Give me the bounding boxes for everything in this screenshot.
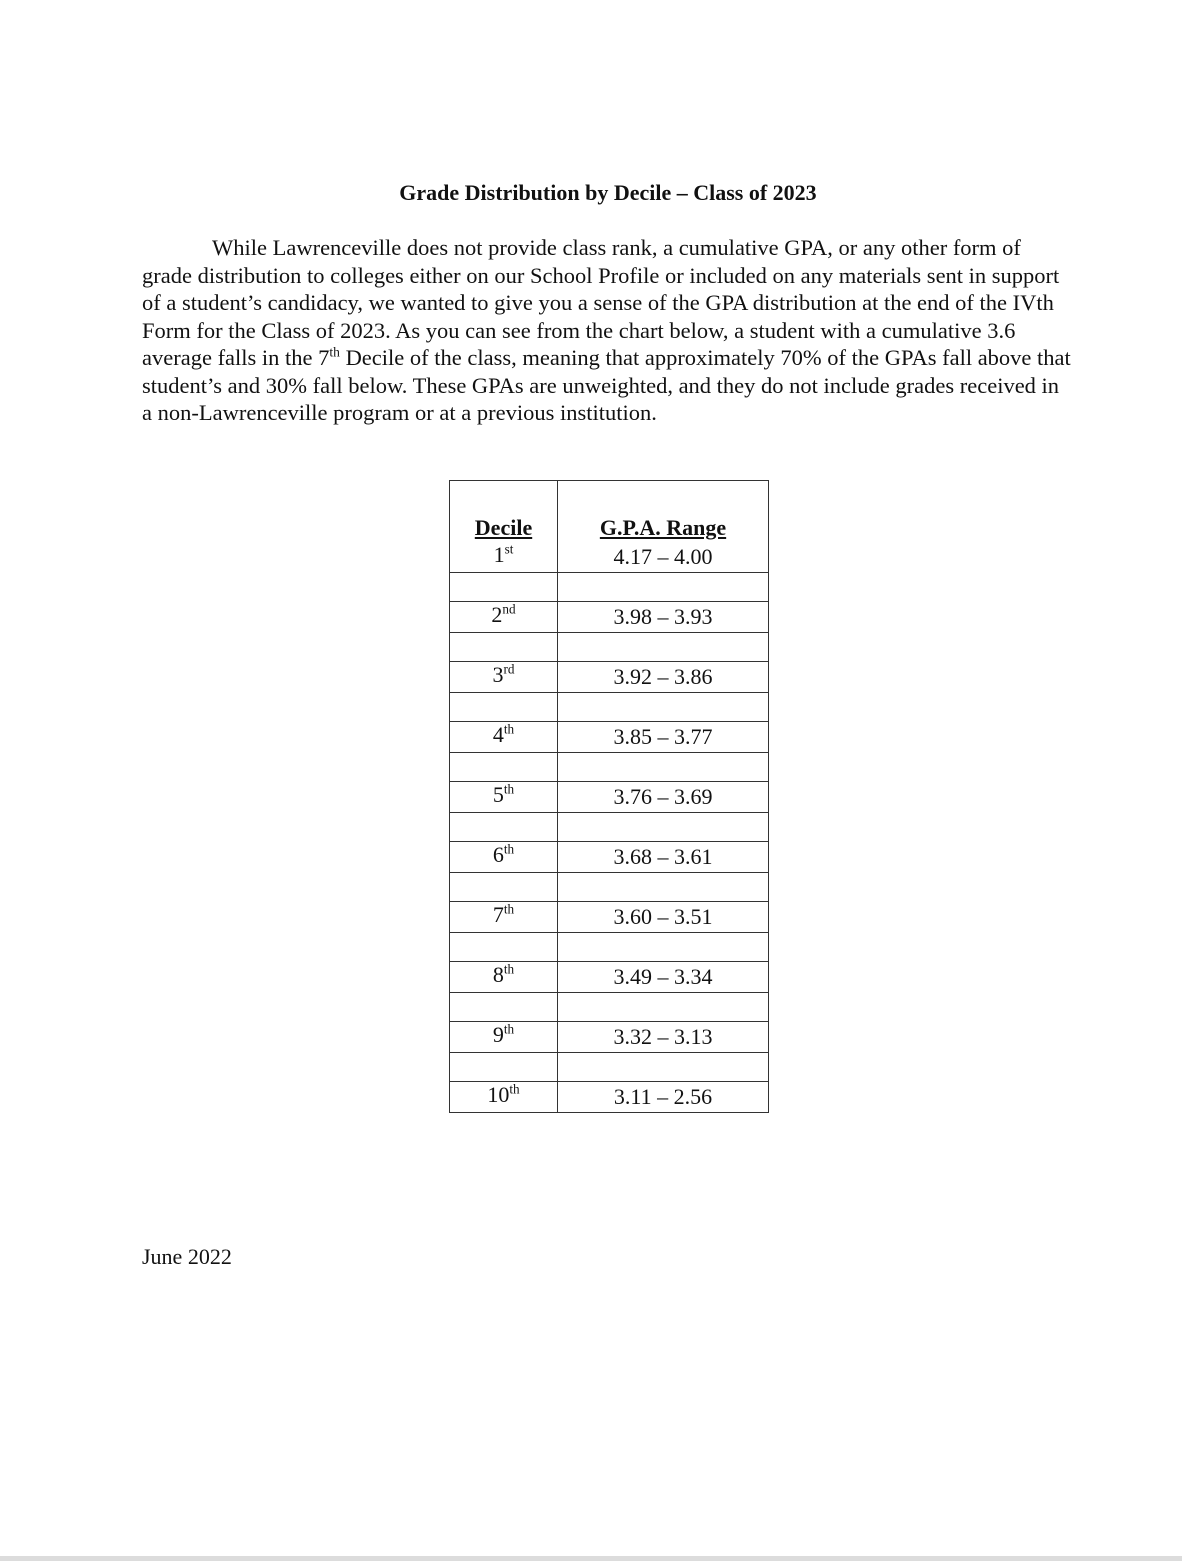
intro-paragraph — [142, 234, 1072, 427]
table-row — [450, 722, 769, 753]
decile-number: 3 — [492, 662, 504, 687]
table-row — [450, 782, 769, 813]
intro-superscript: th — [329, 344, 340, 360]
empty-cell — [558, 753, 769, 782]
table-row — [450, 542, 769, 573]
page-bottom-edge — [0, 1556, 1182, 1561]
decile-suffix: th — [503, 781, 515, 797]
table-row — [450, 902, 769, 933]
intro-text-part2: Decile of the class, meaning that approximately 70% of the GPAs fall above that student’s and 30% fall below. These GPAs are unweighted, and they do not include grades received in a non-Lawrenceville program or at a previous institution. — [142, 345, 1071, 425]
decile-cell — [450, 1082, 558, 1113]
decile-number: 5 — [492, 782, 504, 807]
table-row — [450, 602, 769, 633]
table-spacer-row — [450, 633, 769, 662]
decile-cell — [450, 542, 558, 573]
table-row — [450, 662, 769, 693]
gpa-range-cell: 3.68 – 3.61 — [558, 842, 769, 873]
table-spacer-row — [450, 933, 769, 962]
decile-cell — [450, 1022, 558, 1053]
empty-cell — [450, 813, 558, 842]
table-row — [450, 1022, 769, 1053]
empty-cell — [558, 693, 769, 722]
decile-cell — [450, 602, 558, 633]
decile-number: 8 — [492, 962, 504, 987]
table-spacer-row — [450, 753, 769, 782]
empty-cell — [450, 1053, 558, 1082]
table-spacer-row — [450, 873, 769, 902]
empty-cell — [450, 573, 558, 602]
decile-number: 9 — [492, 1022, 504, 1047]
empty-cell — [450, 753, 558, 782]
decile-number: 10 — [487, 1082, 510, 1107]
decile-suffix: th — [503, 961, 515, 977]
decile-cell — [450, 902, 558, 933]
decile-suffix: st — [504, 541, 514, 557]
gpa-range-cell: 3.98 – 3.93 — [558, 602, 769, 633]
page-title: Grade Distribution by Decile – Class of 2023 — [399, 180, 817, 205]
table-spacer-row — [450, 993, 769, 1022]
footer-date: June 2022 — [142, 1244, 232, 1269]
empty-cell — [558, 633, 769, 662]
decile-number: 6 — [492, 842, 504, 867]
decile-suffix: th — [503, 841, 515, 857]
empty-cell — [558, 813, 769, 842]
empty-cell — [450, 993, 558, 1022]
table-spacer-row — [450, 813, 769, 842]
table-header-row — [450, 481, 769, 543]
header-decile: Decile — [450, 481, 558, 543]
decile-suffix: th — [503, 1021, 515, 1037]
decile-number: 1 — [493, 542, 505, 567]
empty-cell — [558, 1053, 769, 1082]
gpa-range-cell: 3.76 – 3.69 — [558, 782, 769, 813]
gpa-range-cell: 3.32 – 3.13 — [558, 1022, 769, 1053]
empty-cell — [558, 933, 769, 962]
decile-number: 2 — [491, 602, 503, 627]
decile-cell — [450, 722, 558, 753]
intro-text-part1: While Lawrenceville does not provide class rank, a cumulative GPA, or any other form of grade distribution to colleges either on our School Profile or included on any materials sent in support of a student’s candidacy, we wanted to give you a sense of the GPA distribution at the end of the IVth Form for the Class of 2023. As you can see from the chart below, a student with a cumulative 3.6 average falls in the 7 — [142, 235, 1060, 370]
decile-number: 4 — [492, 722, 504, 747]
empty-cell — [558, 873, 769, 902]
table-row — [450, 962, 769, 993]
empty-cell — [450, 693, 558, 722]
decile-suffix: th — [503, 721, 515, 737]
decile-suffix: nd — [502, 601, 516, 617]
empty-cell — [558, 573, 769, 602]
empty-cell — [450, 873, 558, 902]
decile-table — [449, 480, 769, 1113]
gpa-range-cell: 3.60 – 3.51 — [558, 902, 769, 933]
empty-cell — [558, 993, 769, 1022]
decile-cell — [450, 962, 558, 993]
decile-suffix: th — [509, 1081, 520, 1097]
decile-cell — [450, 842, 558, 873]
empty-cell — [450, 633, 558, 662]
decile-suffix: rd — [503, 661, 515, 677]
empty-cell — [450, 933, 558, 962]
table-spacer-row — [450, 573, 769, 602]
gpa-range-cell: 3.85 – 3.77 — [558, 722, 769, 753]
gpa-range-cell: 3.92 – 3.86 — [558, 662, 769, 693]
decile-number: 7 — [492, 902, 504, 927]
decile-cell — [450, 662, 558, 693]
gpa-range-cell: 3.11 – 2.56 — [558, 1082, 769, 1113]
gpa-range-cell: 4.17 – 4.00 — [558, 542, 769, 573]
gpa-range-cell: 3.49 – 3.34 — [558, 962, 769, 993]
decile-suffix: th — [503, 901, 515, 917]
decile-cell — [450, 782, 558, 813]
table-spacer-row — [450, 693, 769, 722]
header-gpa-range: G.P.A. Range — [558, 481, 769, 543]
table-spacer-row — [450, 1053, 769, 1082]
table-row — [450, 842, 769, 873]
table-row — [450, 1082, 769, 1113]
